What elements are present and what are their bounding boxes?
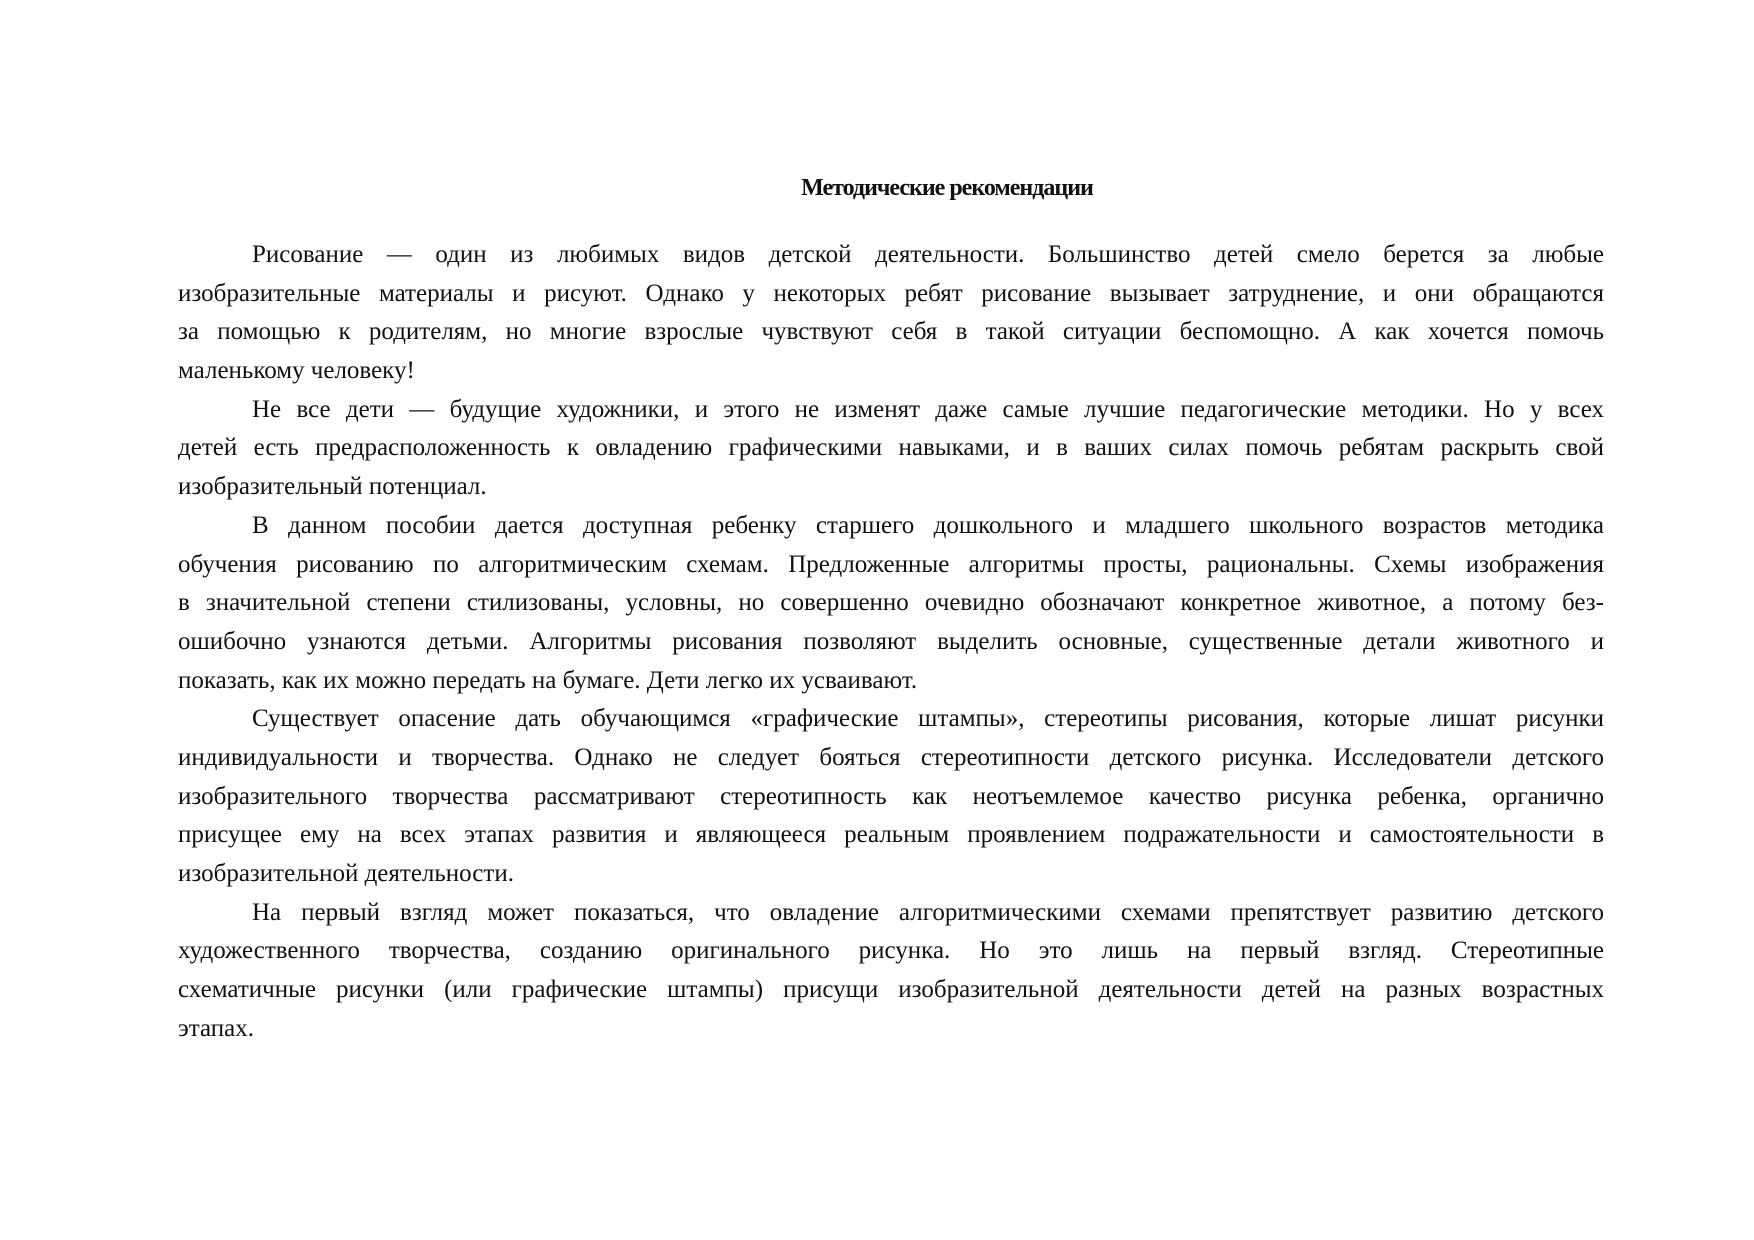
text-line: индивидуальности и творчества. Однако не следует бояться стереотипности детского рисунка. Исследователи детского [178,743,1604,771]
text-line: детей есть предрасположенность к овладению графическими навыками, и в ваших силах помочь ребятам раскрыть свой [178,434,1604,462]
text-line: маленькому человеку! [178,357,415,385]
text-line: художественного творчества, созданию оригинального рисунка. Но это лишь на первый взгляд. Стереотипные [178,937,1604,965]
text-line: в значительной степени стилизованы, условны, но совершенно очевидно обозначают конкретное животное, а потому без- [178,589,1604,617]
text-line: Не все дети — будущие художники, и этого не изменят даже самые лучшие педагогические методики. Но у всех [252,395,1604,423]
text-line: ошибочно узнаются детьми. Алгоритмы рисования позволяют выделить основные, существенные детали животного и [178,627,1604,655]
text-line: этапах. [178,1014,254,1042]
paragraph [178,894,1604,1049]
text-line: На первый взгляд может показаться, что овладение алгоритмическими схемами препятствует развитию детского [252,898,1604,926]
paragraph [178,700,1604,893]
text-line: изобразительного творчества рассматривают стереотипность как неотъемлемое качество рисунка ребенка, органично [178,782,1604,810]
text-line: изобразительные материалы и рисуют. Однако у некоторых ребят рисование вызывает затруднение, и они обращаются [178,279,1604,307]
text-line: Существует опасение дать обучающимся «графические штампы», стереотипы рисования, которые лишат рисунки [252,705,1604,733]
paragraph [178,391,1604,507]
text-line: схематичные рисунки (или графические штампы) присущи изобразительной деятельности детей на разных возрастных [178,976,1604,1004]
page-title: Методические рекомендации [801,175,1093,201]
text-line: В данном пособии дается доступная ребенку старшего дошкольного и младшего школьного возрастов методика [252,511,1604,539]
text-line: присущее ему на всех этапах развития и являющееся реальным проявлением подражательности и самостоятельности в [178,821,1604,849]
text-line: изобразительной деятельности. [178,860,514,887]
paragraph [178,507,1604,700]
text-line: Рисование — один из любимых видов детской деятельности. Большинство детей смело берется за любые [252,241,1604,268]
text-line: обучения рисованию по алгоритмическим схемам. Предложенные алгоритмы просты, рациональны. Схемы изображения [178,550,1604,578]
text-line: изобразительный потенциал. [178,473,487,501]
text-line: за помощью к родителям, но многие взрослые чувствуют себя в такой ситуации беспомощно. А как хочется помочь [178,318,1604,346]
paragraph [178,236,1604,391]
text-line: показать, как их можно передать на бумаге. Дети легко их усваивают. [178,666,918,694]
document-body [178,236,1604,1048]
